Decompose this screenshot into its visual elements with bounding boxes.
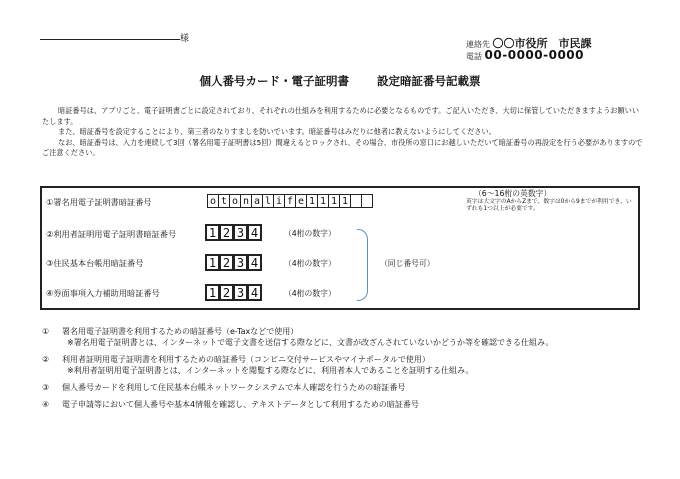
pin-cell[interactable]: 2 bbox=[219, 284, 234, 301]
definition-item bbox=[42, 382, 662, 393]
definition-subnote: ※利用者証明用電子証明書とは、インターネットを閲覧する際などに、利用者本人であることを証明する仕組み。 bbox=[67, 366, 474, 375]
definition-number: ③ bbox=[42, 383, 50, 392]
pin-cell[interactable]: t bbox=[218, 194, 230, 208]
row-label-resident-registry: ③住民基本台帳用暗証番号 bbox=[46, 258, 144, 268]
pin-cell[interactable] bbox=[361, 194, 373, 208]
definition-text: 電子申請等において個人番号や基本4情報を確認し、テキストデータとして利用するための暗証番号 bbox=[62, 400, 419, 409]
pin-cells-user-cert bbox=[205, 224, 261, 241]
row-label-signature: ①署名用電子証明書暗証番号 bbox=[46, 197, 152, 207]
definition-item bbox=[42, 354, 662, 376]
pin-cells-card-input bbox=[205, 284, 261, 301]
pin-cell[interactable]: i bbox=[273, 194, 285, 208]
pin-cell[interactable]: n bbox=[240, 194, 252, 208]
pin-cell[interactable]: 2 bbox=[219, 224, 234, 241]
intro-text bbox=[42, 106, 644, 159]
row-label-user-cert: ②利用者証明用電子証明書暗証番号 bbox=[46, 229, 177, 239]
pin-cell[interactable]: e bbox=[295, 194, 307, 208]
pin-cells-signature bbox=[207, 194, 372, 208]
pin-cell[interactable]: a bbox=[251, 194, 263, 208]
pin-cell[interactable]: o bbox=[207, 194, 219, 208]
title-main: 個人番号カード・電子証明書 bbox=[199, 74, 349, 88]
pin-cell[interactable]: 1 bbox=[205, 224, 220, 241]
pin-cell[interactable]: 4 bbox=[247, 224, 262, 241]
page-title bbox=[0, 73, 680, 89]
title-sub: 設定暗証番号記載票 bbox=[377, 74, 481, 88]
definition-text: 利用者証明用電子証明書を利用するための暗証番号（コンビニ交付サービスやマイナポータルで使用） bbox=[62, 355, 430, 364]
pin-cell[interactable]: 3 bbox=[233, 254, 248, 271]
phone-number: 00-0000-0000 bbox=[484, 48, 585, 62]
office-name: 〇〇市役所 市民課 bbox=[492, 37, 592, 50]
pin-cell[interactable]: 1 bbox=[339, 194, 351, 208]
definitions-list bbox=[42, 326, 662, 416]
definition-number: ① bbox=[42, 327, 50, 336]
definition-subnote: ※署名用電子証明書とは、インターネットで電子文書を送信する際などに、文書が改ざんされていないかどうか等を確認できる仕組み。 bbox=[67, 338, 554, 347]
pin-cell[interactable]: 1 bbox=[328, 194, 340, 208]
definition-number: ② bbox=[42, 355, 50, 364]
pin-cell[interactable]: 4 bbox=[247, 254, 262, 271]
phone-label: 電話 bbox=[466, 52, 482, 61]
grouping-bracket bbox=[357, 229, 368, 301]
contact-block bbox=[466, 38, 592, 62]
row-note-resident-registry: （4桁の数字） bbox=[284, 259, 336, 268]
pin-cell[interactable]: 2 bbox=[219, 254, 234, 271]
definition-text: 個人番号カードを利用して住民基本台帳ネットワークシステムで本人確認を行うための暗証番号 bbox=[62, 383, 406, 392]
definition-item bbox=[42, 399, 662, 410]
pin-cell[interactable]: 1 bbox=[205, 284, 220, 301]
pin-cell[interactable]: 3 bbox=[233, 284, 248, 301]
pin-cell[interactable]: l bbox=[262, 194, 274, 208]
recipient-name-line bbox=[40, 39, 180, 40]
pin-cell[interactable]: f bbox=[284, 194, 296, 208]
intro-paragraph: なお、暗証番号は、入力を連続して3回（署名用電子証明書は5回）間違えるとロックされ、その場合、市役所の窓口にお越しいただいて暗証番号の再設定を行う必要がありますのでご注意ください。 bbox=[42, 137, 643, 157]
pin-cell[interactable]: 4 bbox=[247, 284, 262, 301]
pin-cell[interactable]: 1 bbox=[317, 194, 329, 208]
same-number-note: （同じ番号可） bbox=[380, 259, 435, 268]
pin-cells-resident-registry bbox=[205, 254, 261, 271]
contact-label: 連絡先 bbox=[466, 40, 490, 49]
intro-paragraph: また、暗証番号を設定することにより、第三者のなりすましを防いでいます。暗証番号はみだりに他者に教えないようにしてください。 bbox=[58, 127, 496, 136]
signature-pin-hint: 英字は大文字のAからZまで、数字は0から9までが利用でき、いずれも1つ以上が必要です。 bbox=[466, 199, 632, 212]
row-note-signature: （6～16桁の英数字） bbox=[474, 189, 552, 198]
row-note-user-cert: （4桁の数字） bbox=[284, 229, 336, 238]
definition-number: ④ bbox=[42, 400, 50, 409]
intro-paragraph: 暗証番号は、アプリごと、電子証明書ごとに設定されており、それぞれの仕組みを利用するために必要となるものです。ご記入いただき、大切に保管していただきますようお願いいたします。 bbox=[42, 106, 640, 126]
pin-cell[interactable]: 3 bbox=[233, 224, 248, 241]
pin-cell[interactable]: o bbox=[229, 194, 241, 208]
honorific: 様 bbox=[180, 34, 190, 44]
pin-cell[interactable]: 1 bbox=[205, 254, 220, 271]
row-note-card-input: （4桁の数字） bbox=[284, 289, 336, 298]
row-label-card-input: ④券面事項入力補助用暗証番号 bbox=[46, 288, 160, 298]
definition-item bbox=[42, 326, 662, 348]
definition-text: 署名用電子証明書を利用するための暗証番号（e-Taxなどで使用） bbox=[62, 327, 299, 336]
pin-cell[interactable]: 1 bbox=[306, 194, 318, 208]
